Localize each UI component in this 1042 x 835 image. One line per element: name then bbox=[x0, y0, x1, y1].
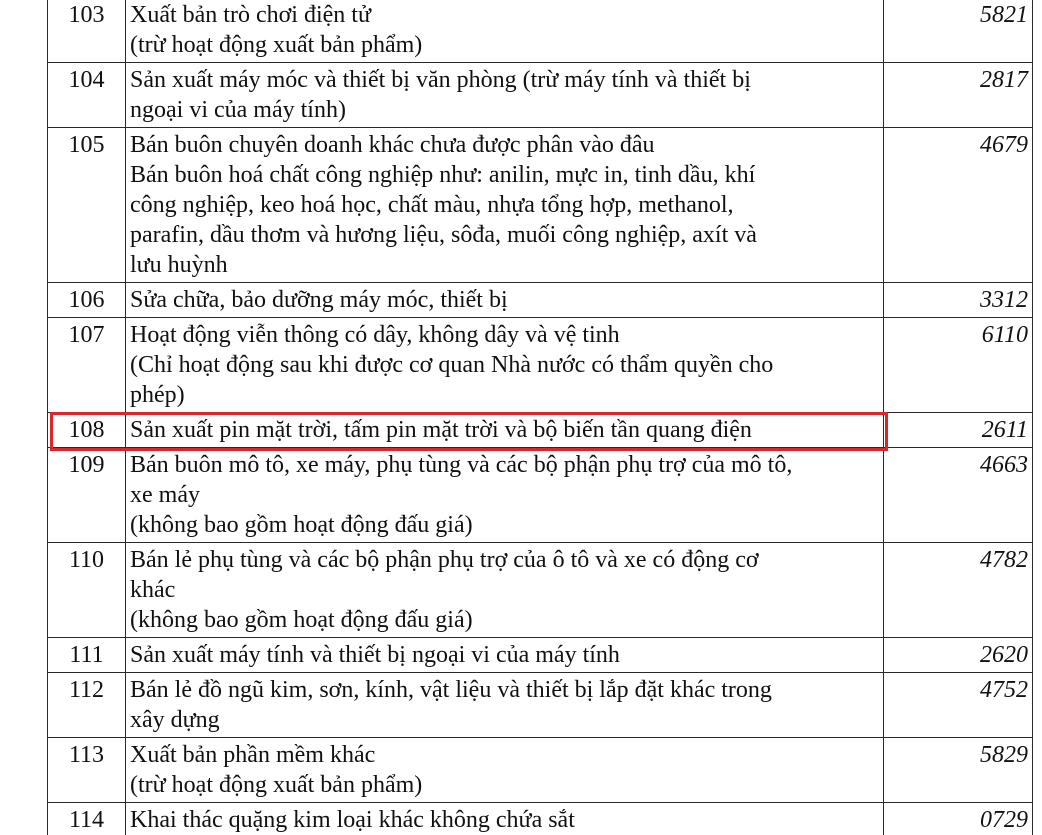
row-description bbox=[126, 738, 884, 803]
row-description bbox=[126, 0, 884, 63]
description-line: (trừ hoạt động xuất bản phẩm) bbox=[130, 32, 423, 58]
description-line: Bán buôn hoá chất công nghiệp như: anilin, mực in, tinh dầu, khí bbox=[130, 162, 756, 188]
description-line: công nghiệp, keo hoá học, chất màu, nhựa tổng hợp, methanol, bbox=[130, 192, 734, 218]
row-number: 108 bbox=[48, 413, 126, 448]
industry-code: 4679 bbox=[884, 128, 1033, 283]
row-description bbox=[126, 448, 884, 543]
description-line: Sản xuất máy tính và thiết bị ngoại vi của máy tính bbox=[130, 642, 620, 668]
row-number: 104 bbox=[48, 63, 126, 128]
row-number: 113 bbox=[48, 738, 126, 803]
description-line: Bán buôn mô tô, xe máy, phụ tùng và các bộ phận phụ trợ của mô tô, bbox=[130, 452, 793, 478]
industry-code: 5829 bbox=[884, 738, 1033, 803]
row-number: 106 bbox=[48, 283, 126, 318]
description-line: (không bao gồm hoạt động đấu giá) bbox=[130, 512, 473, 538]
row-description bbox=[126, 803, 884, 835]
industry-code: 2611 bbox=[884, 413, 1033, 448]
row-description bbox=[126, 543, 884, 638]
row-description bbox=[126, 283, 884, 318]
table-row-highlighted bbox=[48, 413, 1033, 448]
business-lines-table bbox=[47, 0, 1033, 835]
description-line: parafin, dầu thơm và hương liệu, sôđa, muối công nghiệp, axít và bbox=[130, 222, 757, 248]
industry-code: 4782 bbox=[884, 543, 1033, 638]
industry-code: 0729 bbox=[884, 803, 1033, 835]
description-line: phép) bbox=[130, 382, 185, 408]
row-number: 110 bbox=[48, 543, 126, 638]
description-line: Xuất bản phần mềm khác bbox=[130, 742, 376, 768]
table-row bbox=[48, 638, 1033, 673]
table-row bbox=[48, 738, 1033, 803]
industry-code: 4663 bbox=[884, 448, 1033, 543]
row-number: 111 bbox=[48, 638, 126, 673]
table-row bbox=[48, 283, 1033, 318]
row-number: 112 bbox=[48, 673, 126, 738]
row-description bbox=[126, 63, 884, 128]
row-description bbox=[126, 638, 884, 673]
table-row bbox=[48, 803, 1033, 835]
industry-code: 2817 bbox=[884, 63, 1033, 128]
row-number: 103 bbox=[48, 0, 126, 63]
description-line: ngoại vi của máy tính) bbox=[130, 97, 346, 123]
industry-code: 3312 bbox=[884, 283, 1033, 318]
industry-code: 6110 bbox=[884, 318, 1033, 413]
description-line: (Chỉ hoạt động sau khi được cơ quan Nhà nước có thẩm quyền cho bbox=[130, 352, 774, 378]
table-row bbox=[48, 0, 1033, 63]
table-row bbox=[48, 673, 1033, 738]
description-line: Sửa chữa, bảo dưỡng máy móc, thiết bị bbox=[130, 287, 508, 313]
description-line: Xuất bản trò chơi điện tử bbox=[130, 2, 371, 28]
table-row bbox=[48, 543, 1033, 638]
table-row bbox=[48, 63, 1033, 128]
table-row bbox=[48, 128, 1033, 283]
table-row bbox=[48, 318, 1033, 413]
description-line: Sản xuất pin mặt trời, tấm pin mặt trời và bộ biến tần quang điện bbox=[130, 417, 752, 443]
description-line: xe máy bbox=[130, 482, 200, 508]
description-line: Bán lẻ phụ tùng và các bộ phận phụ trợ của ô tô và xe có động cơ bbox=[130, 547, 759, 573]
row-number: 109 bbox=[48, 448, 126, 543]
industry-code: 4752 bbox=[884, 673, 1033, 738]
description-line: Sản xuất máy móc và thiết bị văn phòng (trừ máy tính và thiết bị bbox=[130, 67, 751, 93]
description-line: Khai thác quặng kim loại khác không chứa sắt bbox=[130, 807, 575, 833]
row-number: 107 bbox=[48, 318, 126, 413]
table-row bbox=[48, 448, 1033, 543]
description-line: khác bbox=[130, 577, 176, 603]
row-description bbox=[126, 413, 884, 448]
description-line: xây dựng bbox=[130, 707, 220, 733]
row-description bbox=[126, 673, 884, 738]
row-description bbox=[126, 318, 884, 413]
description-line: (trừ hoạt động xuất bản phẩm) bbox=[130, 772, 423, 798]
industry-code: 5821 bbox=[884, 0, 1033, 63]
description-line: (không bao gồm hoạt động đấu giá) bbox=[130, 607, 473, 633]
description-line: lưu huỳnh bbox=[130, 252, 228, 278]
description-line: Bán lẻ đồ ngũ kim, sơn, kính, vật liệu và thiết bị lắp đặt khác trong bbox=[130, 677, 772, 703]
description-line: Bán buôn chuyên doanh khác chưa được phân vào đâu bbox=[130, 132, 655, 158]
row-number: 105 bbox=[48, 128, 126, 283]
row-description bbox=[126, 128, 884, 283]
description-line: Hoạt động viễn thông có dây, không dây và vệ tinh bbox=[130, 322, 620, 348]
industry-code: 2620 bbox=[884, 638, 1033, 673]
row-number: 114 bbox=[48, 803, 126, 835]
